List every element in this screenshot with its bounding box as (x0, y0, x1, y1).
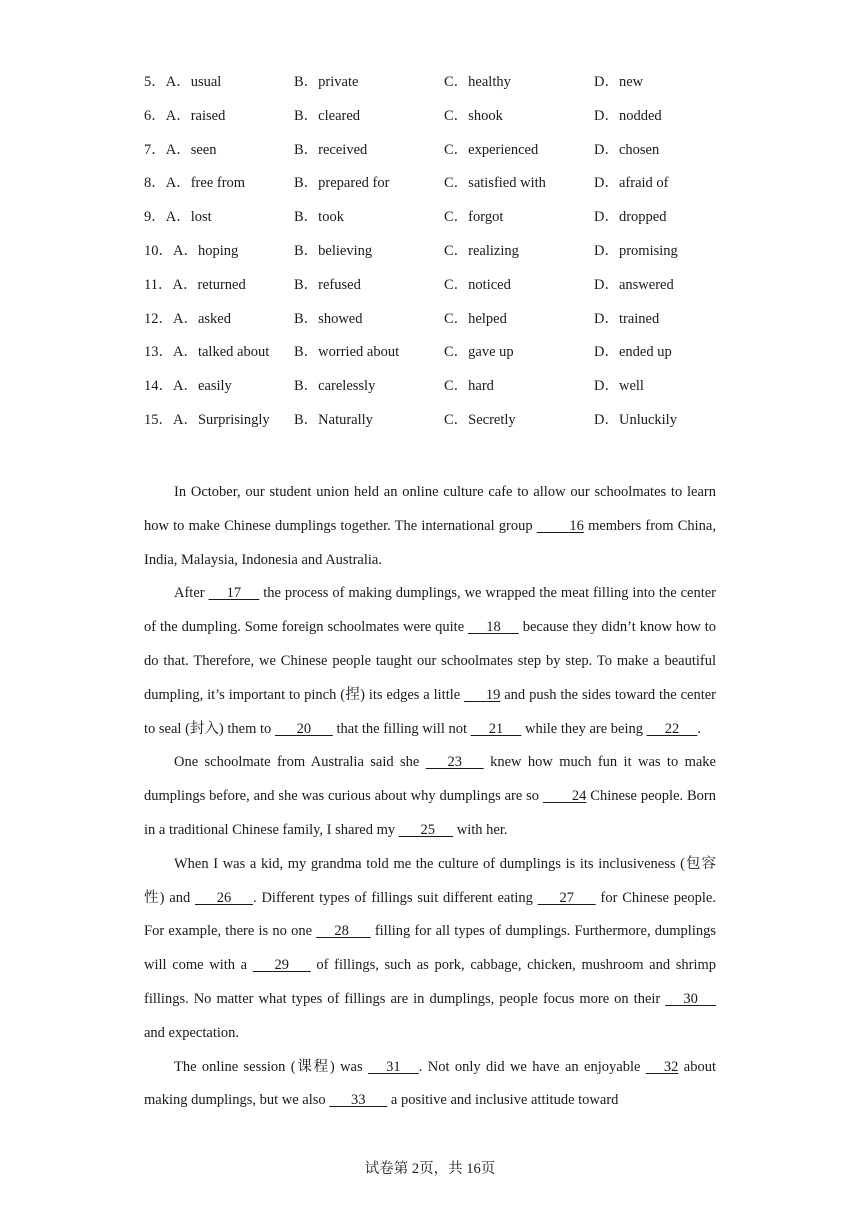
page-footer: 试卷第 2页，共 16页 (364, 1161, 496, 1177)
option-a: 14．A．easily (144, 378, 232, 395)
option-d: D．afraid of (594, 175, 669, 192)
blank-16: 16 (536, 517, 584, 534)
option-c: C．healthy (444, 74, 511, 90)
paragraph-1 (144, 476, 716, 577)
blank-32: 32 (645, 1058, 679, 1075)
option-c: C．realizing (444, 242, 519, 259)
option-b: B．carelessly (294, 378, 376, 395)
option-a: 5．A．usual (144, 74, 222, 90)
answer-options (144, 71, 724, 443)
option-c: C．forgot (444, 209, 504, 226)
option-b: B．received (294, 141, 368, 158)
text: about making dumplings, but we also (144, 1058, 716, 1109)
text: the process of making dumplings, we wrapped the meat filling into the center of the dumpling. Some foreign schoolmates were quite (144, 585, 717, 636)
option-d: D．well (594, 378, 644, 395)
option-c: C．noticed (444, 276, 511, 293)
text: The online session (课程) was (174, 1058, 369, 1075)
text: with her. (453, 821, 508, 838)
paragraph-4 (144, 848, 716, 1051)
option-row-14 (144, 375, 724, 409)
option-a: 13．A．talked about (144, 344, 270, 361)
option-d: D．ended up (594, 344, 672, 361)
option-a: 6．A．raised (144, 107, 226, 124)
option-c: C．Secretly (444, 411, 516, 428)
option-c: C．gave up (444, 344, 514, 361)
option-row-7 (144, 139, 724, 173)
option-a: 12．A．asked (144, 310, 231, 327)
option-a: 8．A．free from (144, 175, 246, 192)
option-a: 15．A．Surprisingly (144, 411, 270, 428)
option-row-11 (144, 274, 724, 308)
option-b: B．cleared (294, 107, 361, 124)
option-d: D．promising (594, 242, 678, 259)
option-a: 9．A．lost (144, 209, 212, 226)
blank-27: 27 (537, 889, 596, 906)
option-b: B．worried about (294, 344, 400, 361)
blank-18: 18 (468, 619, 519, 636)
option-c: C．experienced (444, 141, 539, 158)
blank-31: 31 (368, 1058, 419, 1075)
text: When I was a kid, my grandma told me the culture of dumplings is its inclusiveness (包容性) and (144, 855, 716, 906)
option-c: C．satisfied with (444, 175, 546, 192)
blank-22: 22 (646, 720, 698, 737)
option-a: 10．A．hoping (144, 242, 239, 259)
paragraph-2 (144, 577, 716, 746)
option-a: 11．A．returned (144, 276, 246, 293)
option-c: C．shook (444, 107, 503, 124)
text: Chinese people. Born in a traditional Chinese family, I shared my (144, 788, 716, 838)
option-d: D．answered (594, 276, 674, 293)
text: . Different types of fillings suit different eating (253, 889, 538, 906)
text: . (697, 720, 701, 737)
blank-24: 24 (542, 788, 587, 805)
option-a: 7．A．seen (144, 141, 217, 158)
option-d: D．nodded (594, 107, 662, 124)
blank-17: 17 (208, 585, 260, 602)
paragraph-3 (144, 746, 716, 847)
blank-28: 28 (316, 923, 371, 940)
option-row-8 (144, 172, 724, 206)
option-b: B．refused (294, 276, 361, 293)
option-row-12 (144, 308, 724, 342)
option-row-5 (144, 71, 724, 105)
text: filling for all types of dumplings. Furthermore, dumplings will come with a (144, 923, 717, 974)
text: for Chinese people. For example, there is no one (144, 889, 716, 940)
option-row-6 (144, 105, 724, 139)
text: because they didn’t know how to do that. Therefore, we Chinese people taught our schoolmates step by step. To make a beautiful dumpling, it’s important to pinch (捏) its edges a little (144, 619, 716, 703)
blank-20: 20 (274, 720, 333, 737)
paragraph-5 (144, 1051, 716, 1119)
text: while they are being (521, 720, 647, 737)
text: members from China, India, Malaysia, Indonesia and Australia. (144, 517, 716, 568)
option-row-13 (144, 341, 724, 375)
option-row-15 (144, 409, 724, 443)
blank-19: 19 (464, 686, 501, 703)
blank-29: 29 (252, 957, 311, 974)
option-row-9 (144, 206, 724, 240)
blank-23: 23 (425, 754, 484, 771)
option-d: D．Unluckily (594, 411, 677, 428)
option-b: B．believing (294, 242, 373, 259)
option-d: D．dropped (594, 209, 667, 226)
text: . Not only did we have an enjoyable (418, 1058, 646, 1075)
option-b: B．prepared for (294, 175, 390, 192)
text: One schoolmate from Australia said she (174, 754, 426, 771)
blank-26: 26 (195, 889, 254, 906)
option-b: B．Naturally (294, 411, 373, 428)
option-b: B．private (294, 74, 359, 90)
text: After (174, 585, 209, 602)
cloze-passage (144, 476, 716, 1118)
option-c: C．hard (444, 378, 494, 395)
text: of fillings, such as pork, cabbage, chicken, mushroom and shrimp fillings. No matter what types of fillings are in dumplings, people focus more on their (144, 957, 716, 1007)
blank-30: 30 (665, 990, 716, 1007)
blank-25: 25 (398, 821, 454, 838)
option-c: C．helped (444, 310, 507, 327)
option-row-10 (144, 240, 724, 274)
text: and expectation. (144, 1024, 240, 1041)
option-d: D．chosen (594, 141, 660, 158)
text: In October, our student union held an online culture cafe to allow our schoolmates to learn how to make Chinese dumplings together. The international group (144, 484, 716, 534)
option-b: B．took (294, 209, 344, 226)
option-d: D．trained (594, 310, 660, 327)
text: and push the sides toward the center to seal (封入) them to (144, 686, 717, 737)
text: that the filling will not (332, 720, 471, 737)
option-d: D．new (594, 74, 644, 90)
option-b: B．showed (294, 310, 363, 327)
blank-21: 21 (470, 720, 522, 737)
blank-33: 33 (329, 1092, 388, 1109)
text: a positive and inclusive attitude toward (387, 1092, 619, 1109)
text: knew how much fun it was to make dumplings before, and she was curious about why dumplings are so (144, 754, 716, 805)
